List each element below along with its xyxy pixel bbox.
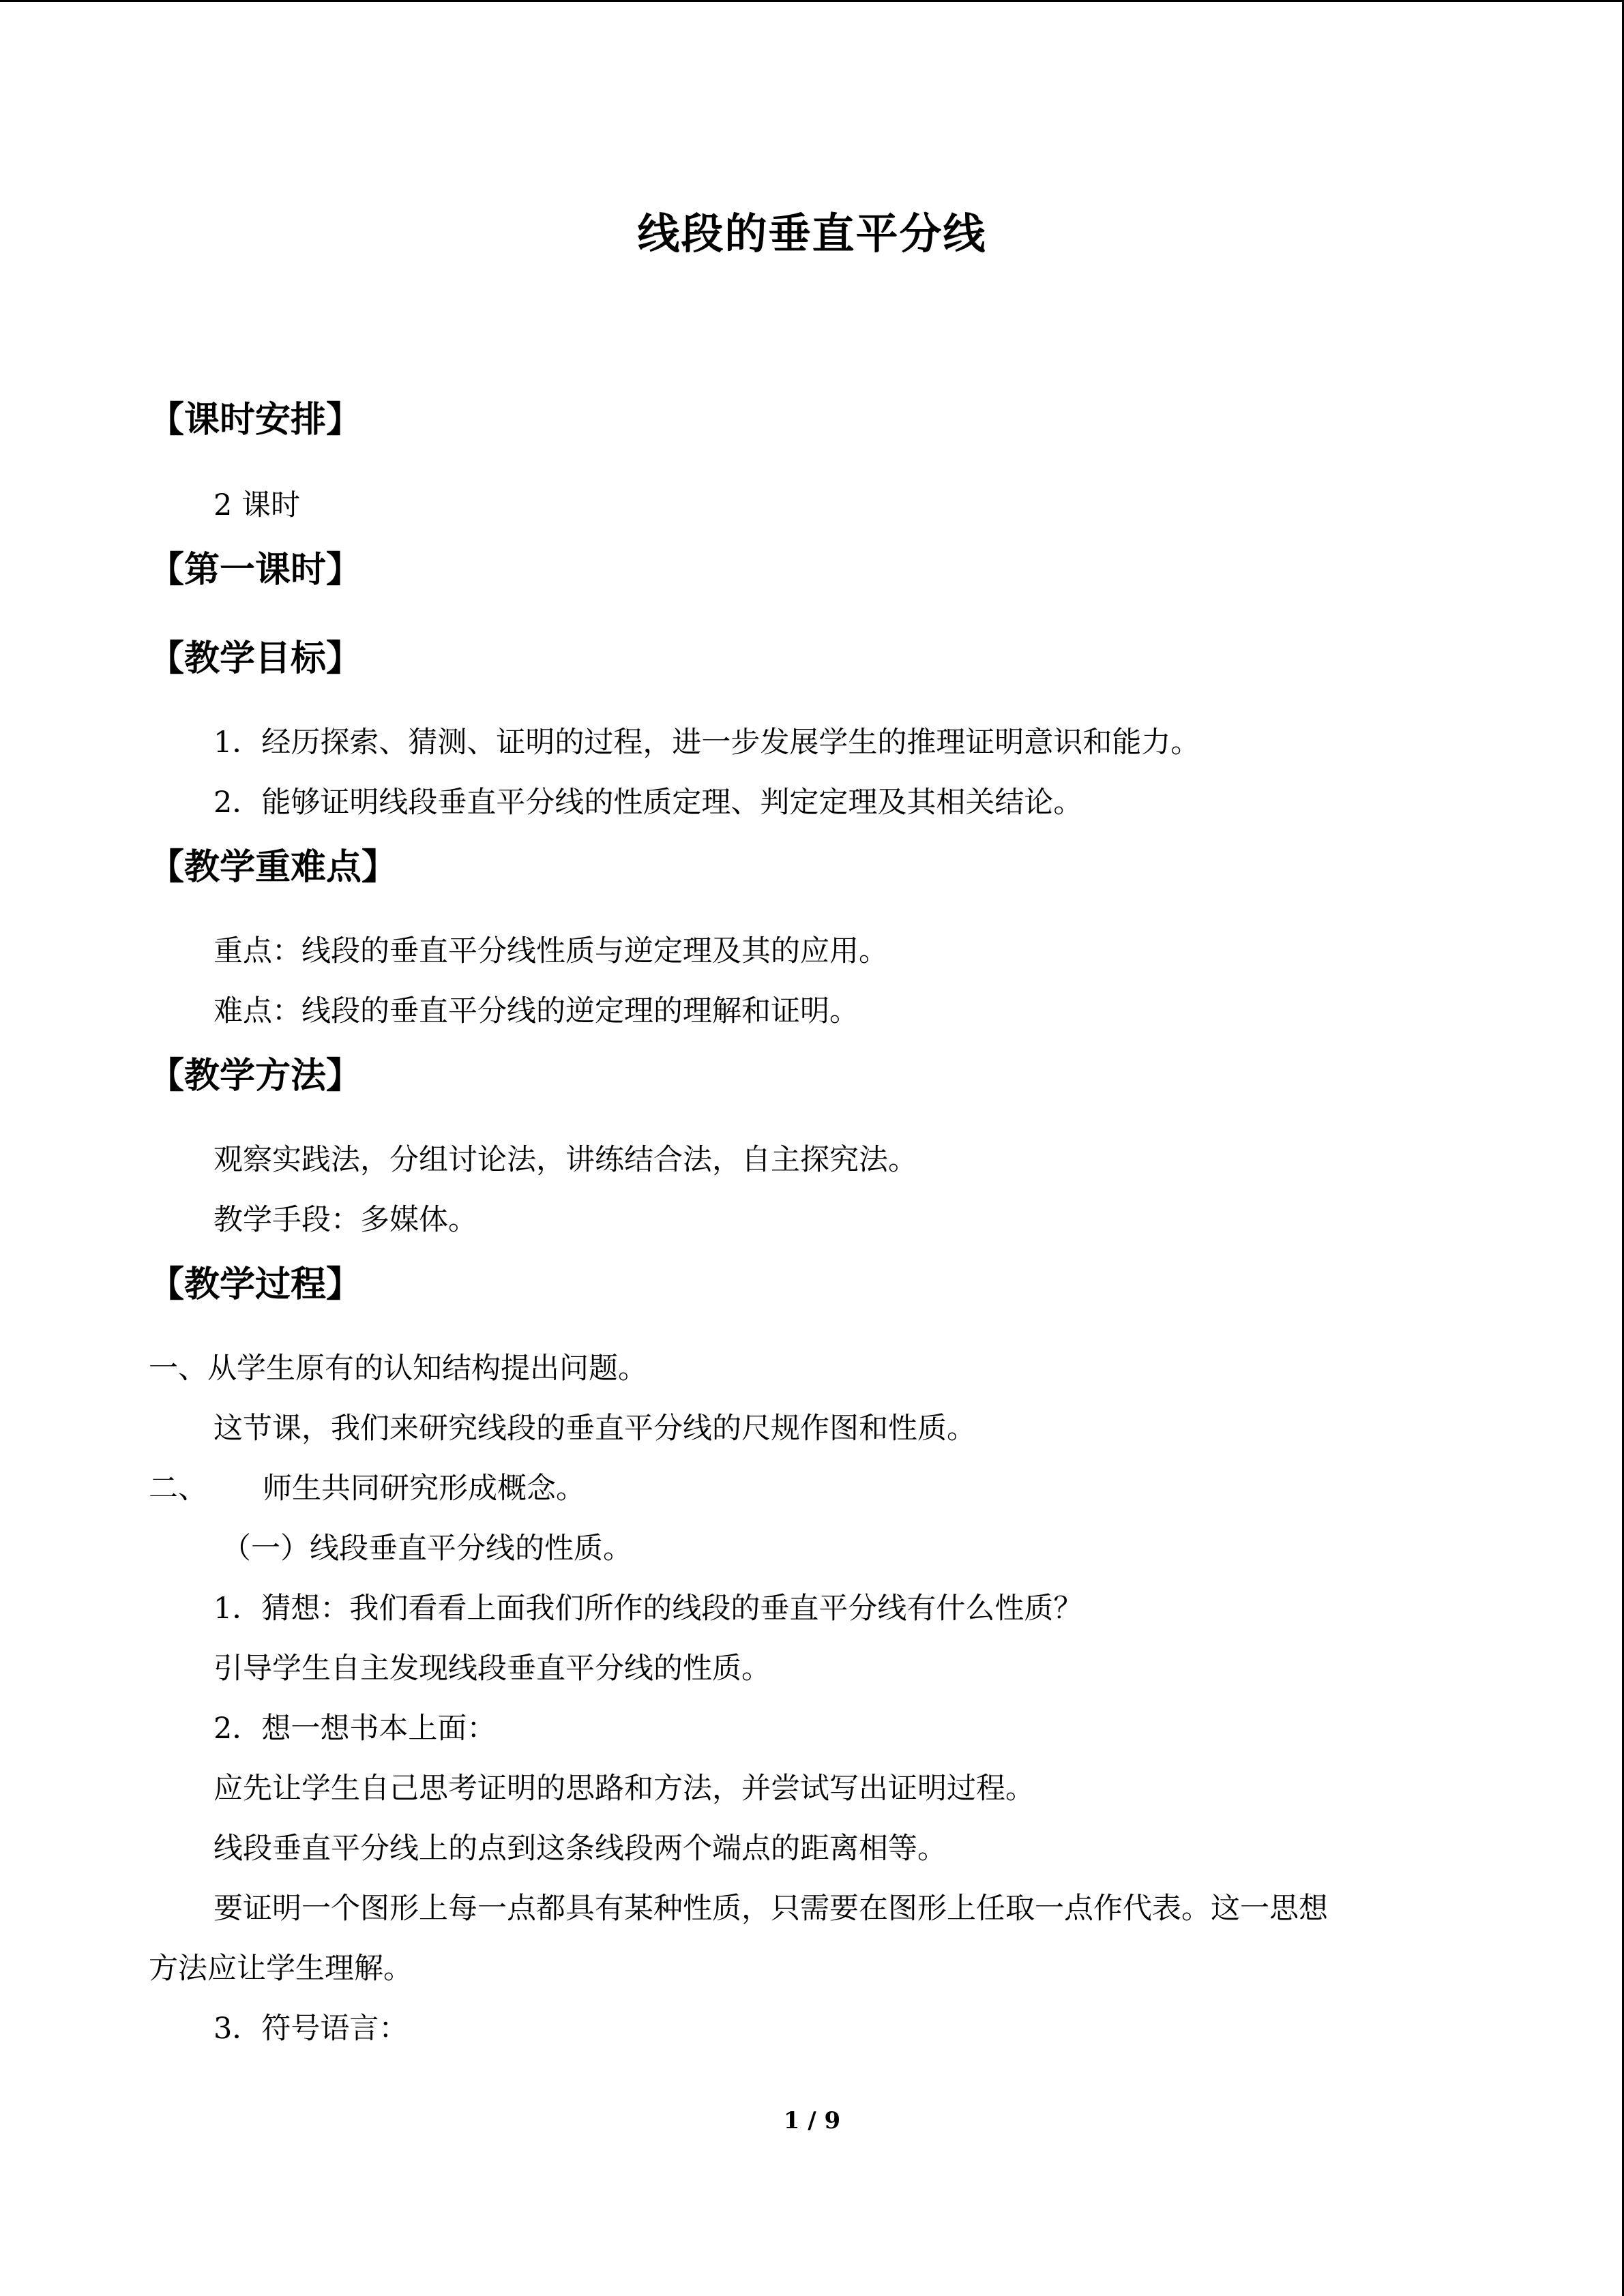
process-item-2-text: 师生共同研究形成概念。 [263, 1472, 585, 1506]
schedule-text: 2 课时 [213, 488, 301, 522]
step-2-text-a: 应先让学生自己思考证明的思路和方法，并尝试写出证明过程。 [213, 1772, 1035, 1806]
step-2-text-b: 线段垂直平分线上的点到这条线段两个端点的距离相等。 [213, 1832, 947, 1866]
keypoints-heading: 【教学重难点】 [149, 847, 398, 888]
methods-means: 教学手段：多媒体。 [213, 1203, 477, 1237]
goals-heading: 【教学目标】 [149, 638, 362, 679]
step-2-text-c-line2: 方法应让学生理解。 [149, 1952, 413, 1986]
step-1: 1．猜想：我们看看上面我们所作的线段的垂直平分线有什么性质？ [213, 1592, 1083, 1626]
methods-text: 观察实践法，分组讨论法，讲练结合法，自主探究法。 [213, 1143, 917, 1177]
keypoint-difficulty: 难点：线段的垂直平分线的逆定理的理解和证明。 [213, 994, 859, 1028]
step-2-text-c-line1: 要证明一个图形上每一点都具有某种性质，只需要在图形上任取一点作代表。这一思想 [213, 1892, 1328, 1926]
subsection-1: （一）线段垂直平分线的性质。 [222, 1532, 632, 1566]
methods-heading: 【教学方法】 [149, 1056, 362, 1097]
goal-1: 1．经历探索、猜测、证明的过程，进一步发展学生的推理证明意识和能力。 [213, 726, 1200, 760]
process-item-2-number: 二、 [149, 1472, 207, 1506]
step-1-text: 引导学生自主发现线段垂直平分线的性质。 [213, 1652, 771, 1686]
step-2: 2．想一想书本上面： [213, 1712, 497, 1746]
process-item-1-text: 这节课，我们来研究线段的垂直平分线的尺规作图和性质。 [213, 1412, 976, 1446]
process-heading: 【教学过程】 [149, 1264, 362, 1305]
schedule-heading: 【课时安排】 [149, 400, 362, 441]
page-number: 1 / 9 [783, 2107, 841, 2134]
step-3: 3．符号语言： [213, 2012, 409, 2046]
process-item-1: 一、从学生原有的认知结构提出问题。 [149, 1352, 647, 1386]
keypoint-focus: 重点：线段的垂直平分线性质与逆定理及其的应用。 [213, 934, 888, 968]
goal-2: 2．能够证明线段垂直平分线的性质定理、判定定理及其相关结论。 [213, 786, 1083, 820]
lesson-heading: 【第一课时】 [149, 550, 362, 591]
document-title: 线段的垂直平分线 [637, 209, 987, 258]
